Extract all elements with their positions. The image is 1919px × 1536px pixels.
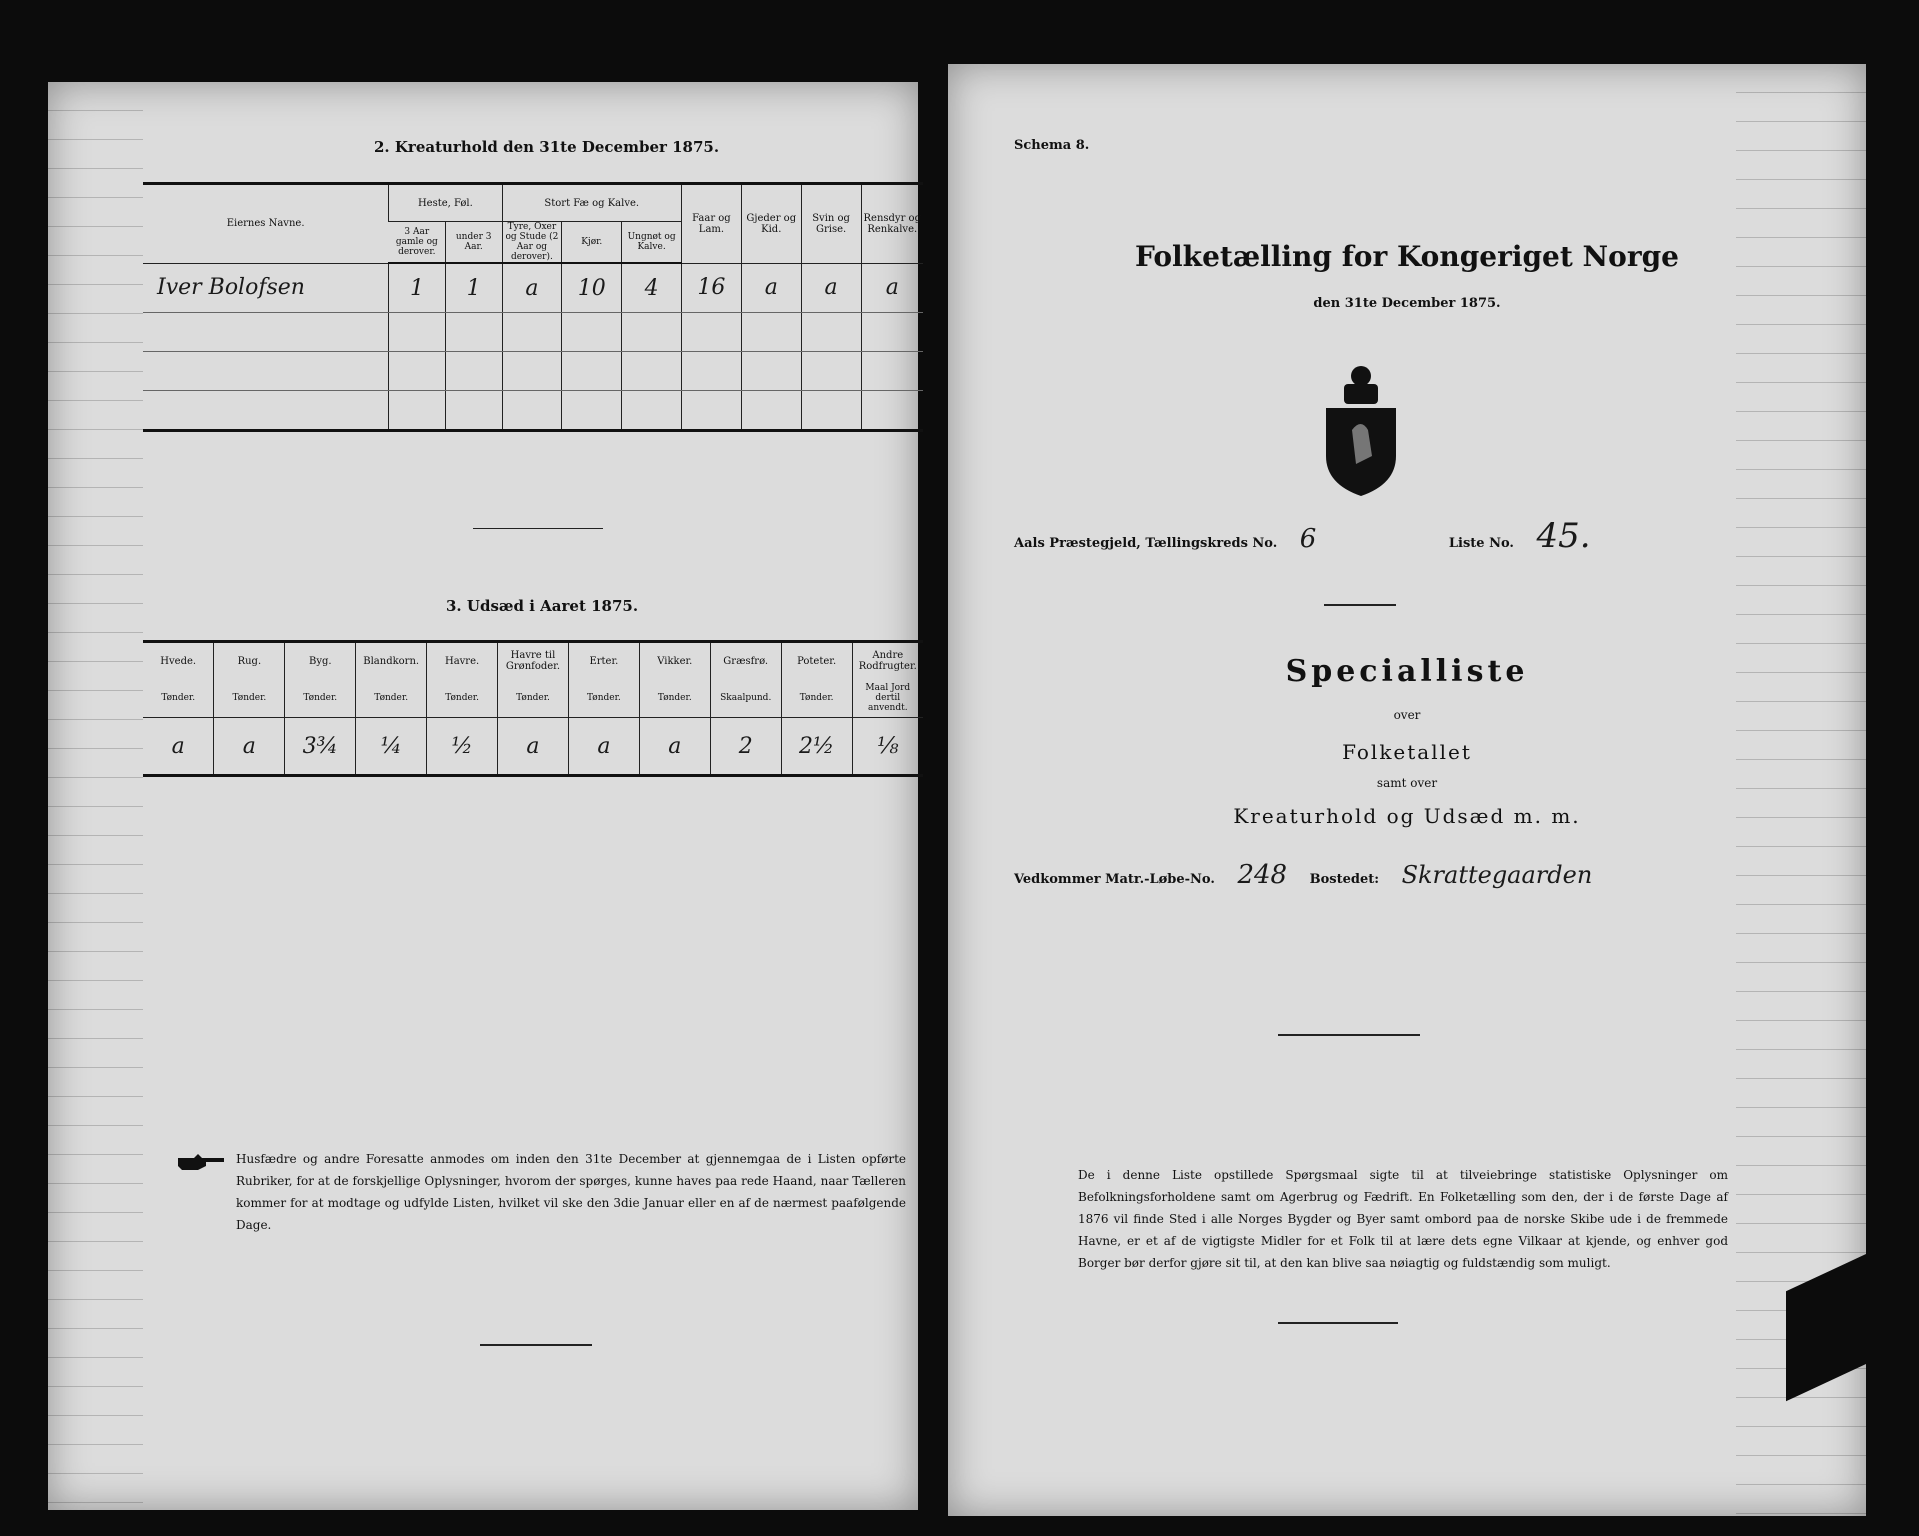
header-byg: Byg. — [285, 642, 356, 680]
coat-of-arms-icon — [1316, 360, 1406, 496]
section3-title: 3. Udsæd i Aaret 1875. — [446, 597, 639, 615]
header-pigs: Svin og Grise. — [801, 184, 861, 264]
divider — [1278, 1322, 1398, 1324]
table-row — [143, 391, 923, 431]
table-row — [143, 352, 923, 391]
unit: Tønder. — [639, 679, 710, 718]
divider — [480, 1344, 592, 1346]
cell: a — [568, 718, 639, 776]
unit: Tønder. — [498, 679, 569, 718]
header-graesfro: Græsfrø. — [710, 642, 781, 680]
cell: 3¾ — [285, 718, 356, 776]
header-erter: Erter. — [568, 642, 639, 680]
header-sheep: Faar og Lam. — [682, 184, 742, 264]
header-hvede: Hvede. — [160, 655, 197, 667]
right-page — [948, 64, 1866, 1516]
header-horses: Heste, Føl. — [389, 184, 502, 222]
header-reindeer: Rensdyr og Renkalve. — [861, 184, 923, 264]
bosted-label: Bostedet: — [1309, 872, 1380, 887]
cell: 4 — [622, 263, 682, 313]
cell: a — [171, 733, 185, 759]
cell: 16 — [682, 263, 742, 313]
unit: Skaalpund. — [710, 679, 781, 718]
kreds-number: 6 — [1299, 524, 1317, 554]
over-label: over — [1393, 708, 1421, 722]
notice-paragraph: Husfædre og andre Foresatte anmodes om inden den 31te December at gjennemgaa de i Listen opførte Rubriker, for at de forskjellige Oplysninger, hvorom der spørges, kunne haves paa rede Haand, naar Tælleren kommer for at modtage og udfylde Listen, hvilket vil ske den 3die Januar eller en af de nærmest paafølgende Dage. — [236, 1152, 906, 1232]
matrikkel-row — [1014, 860, 1610, 890]
specialliste-title: Specialliste — [1285, 654, 1529, 689]
bosted-value: Skrattegaarden — [1401, 861, 1593, 889]
header-havre-gronfoder: Havre til Grønfoder. — [498, 642, 569, 680]
header-poteter: Poteter. — [781, 642, 852, 680]
header-cattle: Stort Fæ og Kalve. — [502, 184, 682, 222]
unit: Tønder. — [285, 679, 356, 718]
unit: Maal Jord dertil anvendt. — [852, 679, 923, 718]
table-row — [143, 313, 923, 352]
district-label: Aals Præstegjeld, Tællingskreds No. — [1014, 536, 1278, 551]
liste-number: 45. — [1536, 516, 1591, 556]
intro-paragraph: De i denne Liste opstillede Spørgsmaal sigte til at tilveiebringe statistiske Oplysninger om Befolkningsforholdene samt om Agerbrug og Fædrift. En Folketælling som den, der i de første Dage af 1876 vil finde Sted i alle Norges Bygder og Byer samt ombord paa de norske Skibe ude i de fremmede Havne, er et af de vigtigste Midler for et Folk til at lære dets egne Vilkaar at kjende, og enhver god Borger bør derfor gjøre sit til, at den kan blive saa nøiagtig og fuldstændig som muligt. — [1078, 1168, 1728, 1270]
unit: Tønder. — [781, 679, 852, 718]
header-horses-adult: 3 Aar gamle og derover. — [389, 222, 446, 264]
cell: ½ — [427, 718, 498, 776]
cell: 1 — [389, 263, 446, 313]
owner-name: Iver Bolofsen — [143, 263, 389, 313]
pointing-hand-icon — [176, 1152, 226, 1172]
liste-label: Liste No. — [1448, 536, 1514, 551]
unit: Tønder. — [214, 679, 285, 718]
cell: a — [741, 263, 801, 313]
cell: 2½ — [781, 718, 852, 776]
unit: Tønder. — [143, 679, 214, 718]
kreaturhold-table — [143, 182, 923, 432]
header-andre-rodfrugter: Andre Rodfrugter. — [852, 642, 923, 680]
samt-over-label: samt over — [1376, 776, 1438, 790]
folketallet-label: Folketallet — [1342, 740, 1472, 764]
table-row — [143, 263, 923, 313]
unit: Tønder. — [356, 679, 427, 718]
divider — [1278, 1034, 1420, 1036]
cell: a — [214, 718, 285, 776]
bleed-through-lines — [48, 82, 143, 1510]
header-cattle-young: Ungnøt og Kalve. — [622, 222, 682, 264]
cell: ⅛ — [852, 718, 923, 776]
district-row — [1014, 516, 1609, 556]
lobe-label: Vedkommer Matr.-Løbe-No. — [1014, 872, 1215, 887]
header-goats: Gjeder og Kid. — [741, 184, 801, 264]
cell: 1 — [445, 263, 502, 313]
udsaed-table — [143, 640, 923, 777]
schema-label: Schema 8. — [1014, 138, 1090, 153]
header-cattle-bulls: Tyre, Oxer og Stude (2 Aar og derover). — [502, 222, 562, 264]
header-owner: Eiernes Navne. — [143, 184, 389, 264]
left-page — [48, 82, 921, 1510]
header-cattle-cows: Kjør. — [562, 222, 622, 264]
divider — [473, 528, 603, 529]
header-horses-young: under 3 Aar. — [445, 222, 502, 264]
cell: ¼ — [356, 718, 427, 776]
cell: a — [502, 263, 562, 313]
section2-title: 2. Kreaturhold den 31te December 1875. — [374, 138, 720, 156]
header-rug: Rug. — [214, 642, 285, 680]
document-subtitle: den 31te December 1875. — [1313, 296, 1501, 311]
cell: a — [498, 718, 569, 776]
cell: 2 — [710, 718, 781, 776]
cell: a — [861, 263, 923, 313]
unit: Tønder. — [427, 679, 498, 718]
document-title: Folketælling for Kongeriget Norge — [1135, 240, 1679, 273]
header-blandkorn: Blandkorn. — [356, 642, 427, 680]
kreaturhold-label: Kreaturhold og Udsæd m. m. — [1233, 804, 1581, 828]
unit: Tønder. — [568, 679, 639, 718]
table-row — [143, 718, 923, 776]
header-vikker: Vikker. — [639, 642, 710, 680]
cell: a — [639, 718, 710, 776]
cell: a — [801, 263, 861, 313]
lobe-number: 248 — [1237, 860, 1288, 890]
header-havre: Havre. — [427, 642, 498, 680]
cell: 10 — [562, 263, 622, 313]
divider — [1324, 604, 1396, 606]
